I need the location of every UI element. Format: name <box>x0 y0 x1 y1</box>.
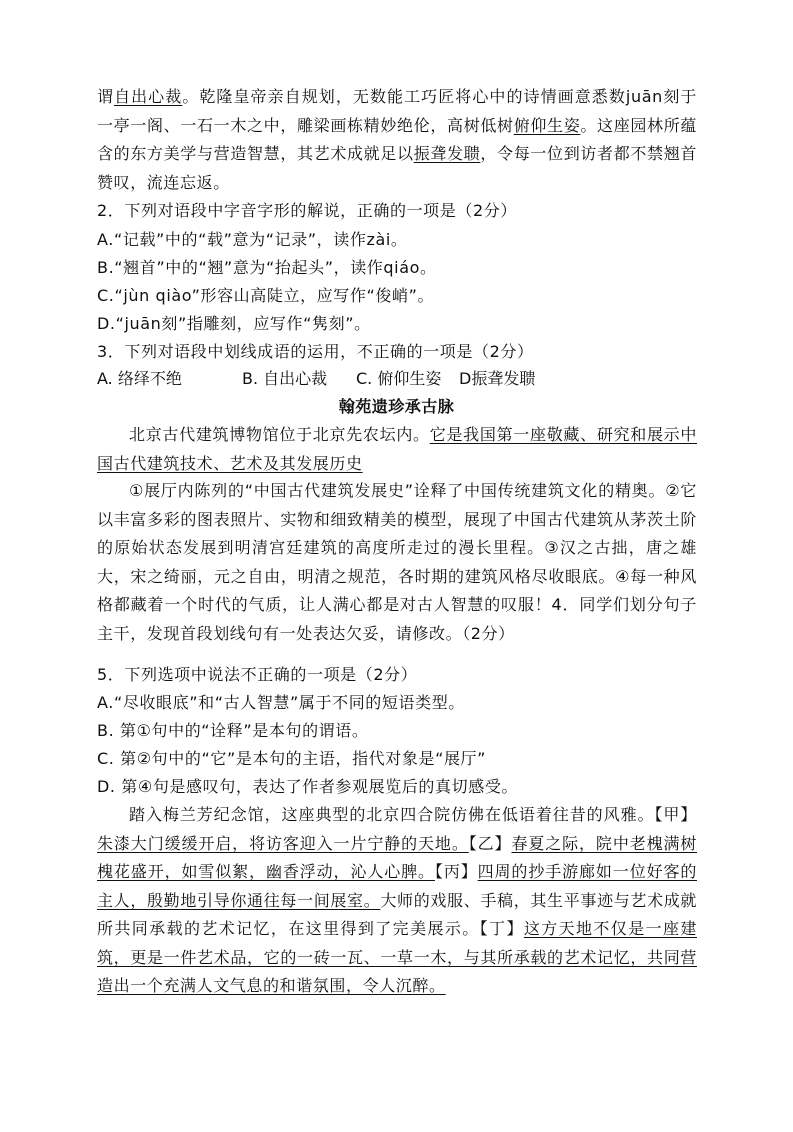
intro-text-2: 。乾隆皇帝亲自规划，无数能工巧匠将心中的诗情画意悉数juān刻于一亭一阁、一石一木之中，雕梁画栋精妙绝伦，高树低树 <box>97 87 697 135</box>
mei-middle-text: 大师的戏服、手稿，其生平事迹与艺术成就所共同承载的艺术记忆，在这里得到了完美展示。 <box>97 890 698 938</box>
question-3-options <box>97 365 535 393</box>
underlined-jia: 朱漆大门缓缓开启，将访客迎入一片宁静的天地。 <box>97 833 469 853</box>
question-5-option-a: A.“尽收眼底”和“古人智慧”属于不同的短语类型。 <box>97 693 465 712</box>
marker-yi: 【乙】 <box>468 833 512 853</box>
underlined-ding: 这方天地不仅是一座建筑，更是一件艺术品，它的一砖一瓦、一草一木，与其所承载的艺术记忆，共同营造出一个充满人文气息的和谐氛围，令人沉醉。 <box>97 919 697 995</box>
underlined-idiom-1: 自出心裁 <box>114 87 183 106</box>
question-2-option-a: A.“记载”中的“载”意为“记录”，读作zài。 <box>97 230 408 249</box>
intro-text-3: 。这座园林所蕴含的东方美学与营造智慧，其艺术成就足以 <box>97 115 697 163</box>
question-3-option-a: A. 络绎不绝 <box>97 369 182 388</box>
underlined-idiom-2: 俯仰生姿 <box>513 115 581 135</box>
question-2-stem: 2．下列对语段中字音字形的解说，正确的一项是（2分） <box>97 201 517 220</box>
question-5-option-b: B. 第①句中的“诠释”是本句的谓语。 <box>97 721 369 740</box>
section-title: 翰苑遗珍承古脉 <box>338 397 455 416</box>
marker-bing: 【丙】 <box>434 862 478 881</box>
question-3-option-c: C. 俯仰生姿 <box>356 369 442 388</box>
paragraph-museum-text: 北京古代建筑博物馆位于北京先农坛内。 <box>129 425 430 444</box>
question-5-stem: 5．下列选项中说法不正确的一项是（2分） <box>97 665 418 684</box>
underlined-yi: 春夏之际，院中老槐满树槐花盛开，如雪似絮，幽香浮动，沁人心脾。 <box>97 833 698 881</box>
intro-text-1: 谓 <box>97 87 115 106</box>
question-2-option-d: D.“juān刻”指雕刻，应写作“隽刻”。 <box>97 314 371 333</box>
marker-jia: 【甲】 <box>654 805 697 824</box>
question-3-stem: 3．下列对语段中划线成语的运用，不正确的一项是（2分） <box>97 342 534 361</box>
underlined-bing: 四周的抄手游廊如一位好客的主人，殷勤地引导你通往每一间展室。 <box>97 862 697 910</box>
question-5-option-d: D. 第④句是感叹句，表达了作者参观展览后的真切感受。 <box>97 777 519 796</box>
mei-intro-text: 踏入梅兰芳纪念馆，这座典型的北京四合院仿佛在低语着往昔的风雅。 <box>129 805 655 824</box>
underlined-idiom-3: 振聋发聩 <box>413 144 481 163</box>
paragraph-exhibition: ①展厅内陈列的“中国古代建筑发展史”诠释了中国传统建筑文化的精奥。②它以丰富多彩的图表照片、实物和细致精美的模型，展现了中国古代建筑从茅茨土阶的原始状态发展到明清宫廷建筑的高度所走过的漫长里程。③汉之古拙，唐之雄大，宋之绮丽，元之自由，明清之规范，各时期的建筑风格尽收眼底。④每一种风格都藏着一个时代的气质，让人满心都是对古人智慧的叹服！4．同学们划分句子主干，发现首段划线句有一处表达欠妥，请修改。（2分） <box>97 481 697 643</box>
question-3-option-d: D振聋发聩 <box>459 369 536 388</box>
paragraph-mei-lanfang <box>97 801 697 1001</box>
paragraph-museum-intro <box>97 421 697 478</box>
intro-text-4: ，令每一位到访者都不禁翘首赞叹，流连忘返。 <box>97 144 697 192</box>
intro-paragraph <box>97 83 697 197</box>
question-2-option-b: B.“翘首”中的“翘”意为“抬起头”，读作qiáo。 <box>97 258 437 277</box>
marker-ding: 【丁】 <box>479 919 524 938</box>
question-2-option-c: C.“jùn qiào”形容山高陡立，应写作“俊峭”。 <box>97 286 435 305</box>
underlined-sentence: 它是我国第一座敬藏、研究和展示中国古代建筑技术、艺术及其发展历史 <box>97 425 697 473</box>
question-3-option-b: B. 自出心裁 <box>242 369 328 388</box>
question-5-option-c: C. 第②句中的“它”是本句的主语，指代对象是“展厅” <box>97 749 487 768</box>
